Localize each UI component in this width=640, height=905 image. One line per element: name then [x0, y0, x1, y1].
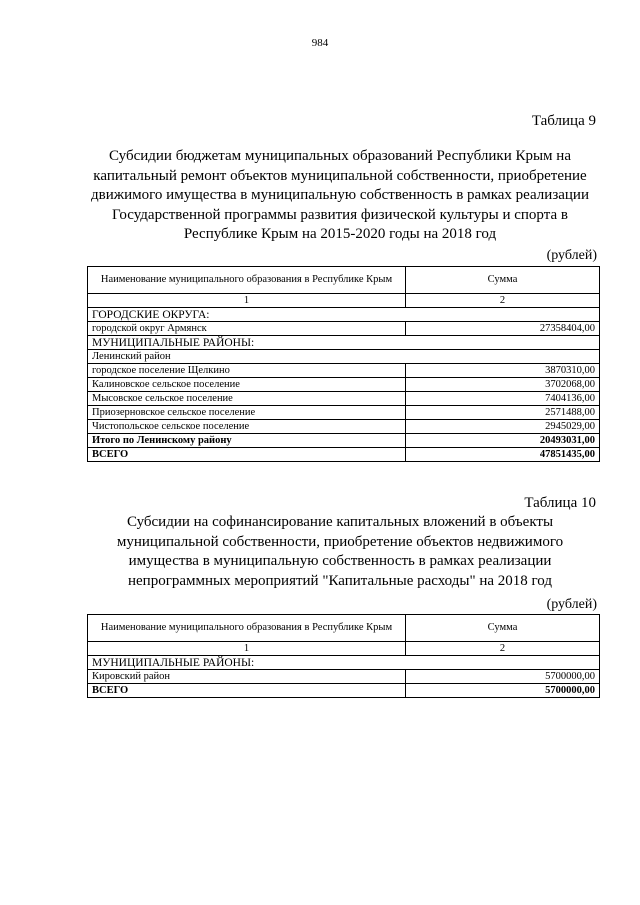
section-districts: МУНИЦИПАЛЬНЫЕ РАЙОНЫ:: [88, 336, 600, 350]
total-row: [88, 684, 600, 698]
table9-title-line: Республике Крым на 2015-2020 годы на 2018 год: [183, 226, 497, 242]
subtotal-name: Итого по Ленинскому району: [88, 434, 406, 448]
district-row: [88, 350, 600, 364]
section-urban: ГОРОДСКИЕ ОКРУГА:: [88, 308, 600, 322]
table9-label: Таблица 9: [531, 113, 596, 129]
row-amount: 2945029,00: [406, 420, 600, 434]
table10-title-line: муниципальной собственности, приобретение объектов недвижимого: [116, 533, 564, 550]
table10-title: [60, 513, 620, 591]
section-districts: МУНИЦИПАЛЬНЫЕ РАЙОНЫ:: [88, 656, 600, 670]
section-row: [88, 336, 600, 350]
table10-column-numbers: [88, 642, 600, 656]
table9-title-line: Государственной программы развития физической культуры и спорта в: [112, 206, 568, 223]
row-name: Чистопольское сельское поселение: [88, 420, 406, 434]
table9-title-line: капитальный ремонт объектов муниципальной собственности, приобретение: [93, 167, 587, 184]
table-row: [88, 392, 600, 406]
column-header-name: Наименование муниципального образования в Республике Крым: [88, 267, 406, 294]
table10-label: Таблица 10: [524, 495, 596, 511]
table9: [87, 266, 600, 462]
district-name: Ленинский район: [88, 350, 600, 364]
total-row: [88, 448, 600, 462]
subtotal-amount: 20493031,00: [406, 434, 600, 448]
column-header-sum: Сумма: [406, 615, 600, 642]
row-amount: 2571488,00: [406, 406, 600, 420]
table10-title-line: непрограммных мероприятий "Капитальные расходы" на 2018 год: [128, 572, 552, 589]
row-name: городской округ Армянск: [88, 322, 406, 336]
table10-header-row: [88, 615, 600, 642]
table-row: [88, 378, 600, 392]
column-number: 1: [88, 294, 406, 308]
row-amount: 7404136,00: [406, 392, 600, 406]
total-name: ВСЕГО: [88, 684, 406, 698]
column-number: 2: [406, 294, 600, 308]
table-row: [88, 406, 600, 420]
row-name: Мысовское сельское поселение: [88, 392, 406, 406]
table10-title-line: Субсидии на софинансирование капитальных вложений в объекты: [126, 514, 554, 530]
row-amount: 3702068,00: [406, 378, 600, 392]
row-amount: 3870310,00: [406, 364, 600, 378]
table-row: [88, 364, 600, 378]
row-amount: 5700000,00: [406, 670, 600, 684]
section-row: [88, 308, 600, 322]
page-number: 984: [311, 37, 329, 49]
table9-column-numbers: [88, 294, 600, 308]
table-row: [88, 670, 600, 684]
column-header-sum: Сумма: [406, 267, 600, 294]
total-amount: 5700000,00: [406, 684, 600, 698]
subtotal-row: [88, 434, 600, 448]
row-name: Приозерновское сельское поселение: [88, 406, 406, 420]
total-amount: 47851435,00: [406, 448, 600, 462]
table10-title-line: имущества в муниципальную собственность в рамках реализации: [128, 553, 552, 569]
table10: [87, 614, 600, 698]
row-name: городское поселение Щелкино: [88, 364, 406, 378]
row-amount: 27358404,00: [406, 322, 600, 336]
table9-header-row: [88, 267, 600, 294]
total-name: ВСЕГО: [88, 448, 406, 462]
row-name: Калиновское сельское поселение: [88, 378, 406, 392]
table-row: [88, 420, 600, 434]
column-number: 2: [406, 642, 600, 656]
table9-title-line: движимого имущества в муниципальную собственность в рамках реализации: [91, 187, 589, 203]
column-number: 1: [88, 642, 406, 656]
table9-title-line: Субсидии бюджетам муниципальных образований Республики Крым на: [109, 148, 571, 164]
table10-units: (рублей): [546, 597, 597, 612]
section-row: [88, 656, 600, 670]
table9-title: [60, 147, 620, 245]
table9-units: (рублей): [546, 248, 597, 263]
table-row: [88, 322, 600, 336]
column-header-name: Наименование муниципального образования в Республике Крым: [88, 615, 406, 642]
row-name: Кировский район: [88, 670, 406, 684]
